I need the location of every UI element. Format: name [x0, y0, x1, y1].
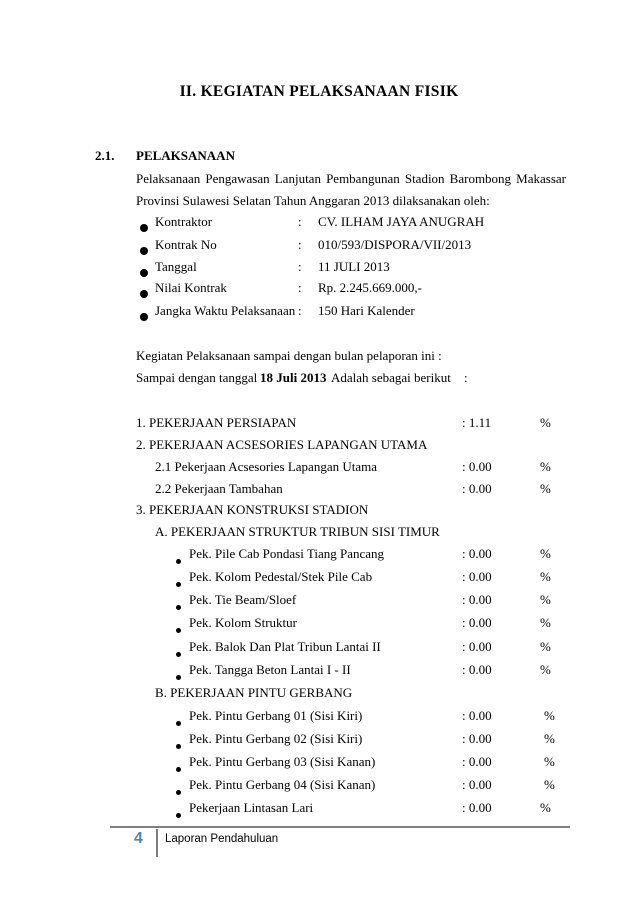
section-heading: PELAKSANAAN: [136, 148, 235, 163]
footer-rule: [110, 826, 570, 828]
list-bullet-icon: [176, 806, 181, 822]
progress-intro-line2-prefix: Sampai dengan tanggal: [136, 370, 258, 385]
work-item-label: Pekerjaan Lintasan Lari: [189, 800, 314, 815]
work-item-value: : 1.11: [462, 415, 492, 430]
work-item-value: : 0.00: [462, 592, 492, 607]
work-item-label: Pek. Pile Cab Pondasi Tiang Pancang: [189, 546, 385, 561]
footer-separator: [156, 829, 158, 857]
work-item-label: Pek. Pintu Gerbang 02 (Sisi Kiri): [189, 731, 363, 746]
list-bullet-icon: [176, 714, 181, 730]
contract-separator: :: [298, 303, 302, 318]
work-item-unit: %: [544, 708, 555, 723]
work-item-label: Pek. Kolom Pedestal/Stek Pile Cab: [189, 569, 373, 584]
intro-paragraph-line1: Pelaksanaan Pengawasan Lanjutan Pembangunan Stadion Barombong Makassar: [136, 171, 566, 186]
work-item-value: : 0.00: [462, 459, 492, 474]
list-bullet-icon: [176, 783, 181, 799]
work-item-label: Pek. Tangga Beton Lantai I - II: [189, 662, 351, 677]
work-item-unit: %: [540, 592, 551, 607]
contract-label: Kontraktor: [155, 214, 213, 229]
progress-intro-line2-suffix: Adalah sebagai berikut: [331, 370, 451, 385]
work-item-unit: %: [540, 546, 551, 561]
work-item-label: 2. PEKERJAAN ACSESORIES LAPANGAN UTAMA: [136, 437, 428, 452]
work-item-unit: %: [544, 731, 555, 746]
progress-intro-colon: :: [464, 370, 468, 385]
list-bullet-icon: [176, 621, 181, 637]
work-item-label: Pek. Pintu Gerbang 01 (Sisi Kiri): [189, 708, 363, 723]
work-item-value: : 0.00: [462, 546, 492, 561]
work-item-value: : 0.00: [462, 481, 492, 496]
list-bullet-icon: [140, 243, 148, 259]
contract-separator: :: [298, 237, 302, 252]
list-bullet-icon: [140, 309, 148, 325]
work-item-value: : 0.00: [462, 777, 492, 792]
work-item-unit: %: [540, 459, 551, 474]
work-item-label: Pek. Kolom Struktur: [189, 615, 297, 630]
list-bullet-icon: [176, 645, 181, 661]
contract-label: Tanggal: [155, 259, 197, 274]
progress-intro-line1: Kegiatan Pelaksanaan sampai dengan bulan pelaporan ini :: [136, 348, 442, 363]
contract-value: 150 Hari Kalender: [318, 303, 415, 318]
work-item-value: : 0.00: [462, 708, 492, 723]
contract-value: 010/593/DISPORA/VII/2013: [318, 237, 472, 252]
work-item-value: : 0.00: [462, 662, 492, 677]
work-item-value: : 0.00: [462, 639, 492, 654]
work-item-label: 2.2 Pekerjaan Tambahan: [155, 481, 283, 496]
list-bullet-icon: [176, 552, 181, 568]
list-bullet-icon: [140, 220, 148, 236]
list-bullet-icon: [176, 598, 181, 614]
work-item-unit: %: [540, 615, 551, 630]
contract-label: Nilai Kontrak: [155, 280, 227, 295]
work-item-label: Pek. Balok Dan Plat Tribun Lantai II: [189, 639, 381, 654]
work-item-label: Pek. Pintu Gerbang 04 (Sisi Kanan): [189, 777, 376, 792]
work-item-unit: %: [540, 800, 551, 815]
footer-label: Laporan Pendahuluan: [165, 833, 279, 845]
contract-value: 11 JULI 2013: [318, 259, 390, 274]
section-number: 2.1.: [95, 148, 115, 163]
work-item-value: : 0.00: [462, 800, 492, 815]
work-item-unit: %: [540, 569, 551, 584]
page-number: 4: [134, 830, 143, 847]
work-item-unit: %: [540, 415, 551, 430]
progress-report-date: 18 Juli 2013: [260, 370, 327, 385]
work-item-label: Pek. Pintu Gerbang 03 (Sisi Kanan): [189, 754, 376, 769]
work-item-value: : 0.00: [462, 754, 492, 769]
list-bullet-icon: [176, 575, 181, 591]
contract-separator: :: [298, 280, 302, 295]
contract-value: Rp. 2.245.669.000,-: [318, 280, 422, 295]
list-bullet-icon: [140, 286, 148, 302]
work-item-label: Pek. Tie Beam/Sloef: [189, 592, 297, 607]
list-bullet-icon: [176, 668, 181, 684]
work-item-value: : 0.00: [462, 731, 492, 746]
work-item-unit: %: [540, 639, 551, 654]
list-bullet-icon: [176, 737, 181, 753]
work-item-value: : 0.00: [462, 569, 492, 584]
work-item-label: 2.1 Pekerjaan Acsesories Lapangan Utama: [155, 459, 378, 474]
work-item-label: A. PEKERJAAN STRUKTUR TRIBUN SISI TIMUR: [155, 524, 440, 539]
list-bullet-icon: [140, 265, 148, 281]
document-title: II. KEGIATAN PELAKSANAAN FISIK: [179, 83, 459, 100]
contract-label: Jangka Waktu Pelaksanaan: [155, 303, 296, 318]
work-item-unit: %: [544, 754, 555, 769]
contract-separator: :: [298, 214, 302, 229]
work-item-unit: %: [540, 662, 551, 677]
work-item-value: : 0.00: [462, 615, 492, 630]
contract-value: CV. ILHAM JAYA ANUGRAH: [318, 214, 485, 229]
work-item-unit: %: [544, 777, 555, 792]
contract-separator: :: [298, 259, 302, 274]
intro-paragraph-line2: Provinsi Sulawesi Selatan Tahun Anggaran 2013 dilaksanakan oleh:: [136, 193, 490, 208]
work-item-label: 3. PEKERJAAN KONSTRUKSI STADION: [136, 502, 369, 517]
work-item-unit: %: [540, 481, 551, 496]
work-item-label: 1. PEKERJAAN PERSIAPAN: [136, 415, 297, 430]
work-item-label: B. PEKERJAAN PINTU GERBANG: [155, 685, 353, 700]
list-bullet-icon: [176, 760, 181, 776]
contract-label: Kontrak No: [155, 237, 217, 252]
